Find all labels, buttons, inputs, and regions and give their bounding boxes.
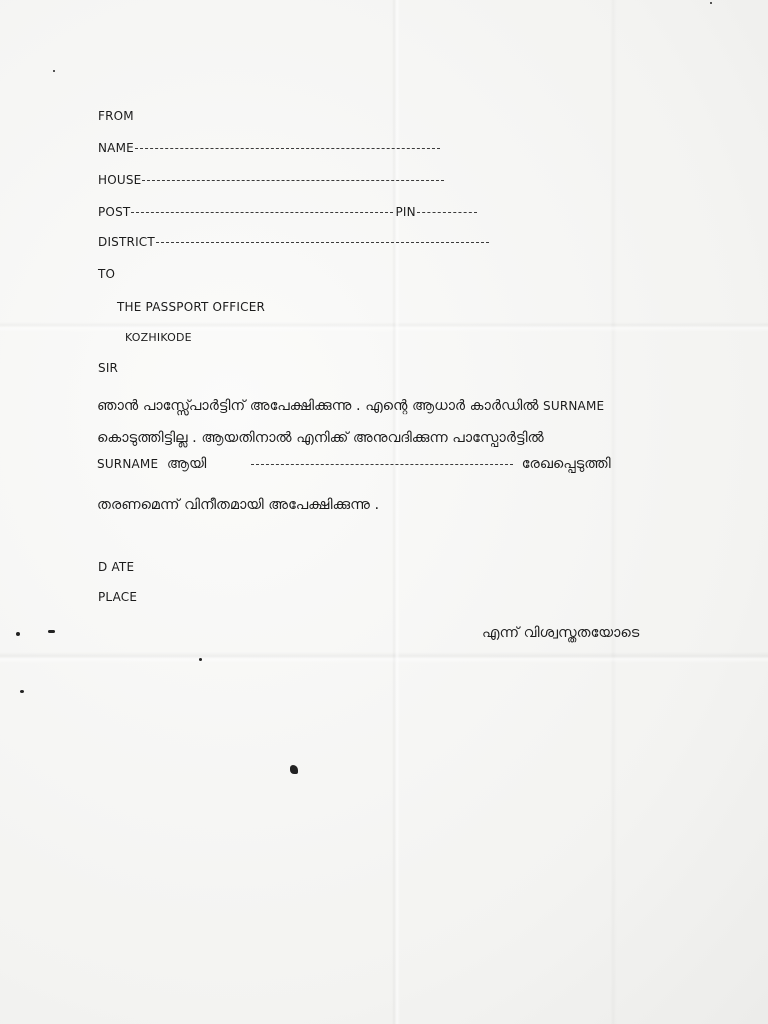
surname-blank-line (251, 464, 513, 465)
name-field (98, 140, 440, 156)
body-line-1-malayalam: ഞാൻ പാസ്സ്പോർട്ടിന് അപേക്ഷിക്കുന്നു . എന്റെ ആധാർ കാർഡിൽ (97, 398, 539, 414)
ink-speck (199, 658, 202, 661)
name-blank-line (135, 148, 440, 149)
body-line-3-aayi: ആയി (166, 456, 207, 472)
ink-speck (48, 630, 55, 633)
ink-speck (53, 70, 55, 72)
place-field (98, 589, 137, 605)
place-label: PLACE (98, 590, 138, 604)
house-field (98, 172, 444, 188)
body-line-4-malayalam: തരണമെന്ന് വിനീതമായി അപേക്ഷിക്കുന്നു . (97, 497, 380, 513)
post-blank-line (131, 212, 393, 213)
recipient-officer-text: THE PASSPORT OFFICER (117, 300, 266, 314)
salutation-text: SIR (98, 361, 119, 375)
recipient-officer (117, 299, 265, 315)
district-field (98, 234, 489, 250)
body-line-2-malayalam: കൊടുത്തിട്ടില്ല . ആയതിനാൽ എനിക്ക് അനുവദിക്കുന്ന പാസ്പോർട്ടിൽ (97, 430, 544, 446)
body-line-3-surname: SURNAME (97, 457, 159, 471)
pin-blank-line (417, 212, 477, 213)
closing-signoff (482, 623, 639, 643)
district-blank-line (156, 242, 489, 243)
recipient-city (125, 330, 192, 346)
to-heading (98, 266, 115, 282)
pin-label: PIN (395, 205, 416, 219)
to-heading-text: TO (98, 267, 116, 281)
house-label: HOUSE (98, 173, 142, 187)
recipient-city-text: KOZHIKODE (125, 331, 192, 344)
house-blank-line (142, 180, 444, 181)
body-line-1 (97, 396, 604, 416)
body-line-3 (97, 454, 611, 474)
from-heading-text: FROM (98, 109, 134, 123)
body-line-3-rekha: രേഖപ്പെടുത്തി (521, 456, 611, 472)
ink-mark (290, 765, 298, 774)
name-label: NAME (98, 141, 134, 155)
ink-speck (20, 690, 24, 693)
body-line-1-surname: SURNAME (543, 399, 605, 413)
from-heading (98, 108, 134, 124)
body-line-4 (97, 495, 379, 515)
district-label: DISTRICT (98, 235, 155, 249)
salutation (98, 360, 118, 376)
post-label: POST (98, 205, 131, 219)
date-field (98, 559, 134, 575)
ink-speck (710, 2, 712, 4)
body-line-2 (97, 428, 544, 448)
closing-signoff-text: എന്ന് വിശ്വസ്തതയോടെ (482, 625, 640, 641)
ink-speck (16, 632, 20, 636)
post-field (98, 204, 477, 220)
date-label: D ATE (98, 560, 135, 574)
